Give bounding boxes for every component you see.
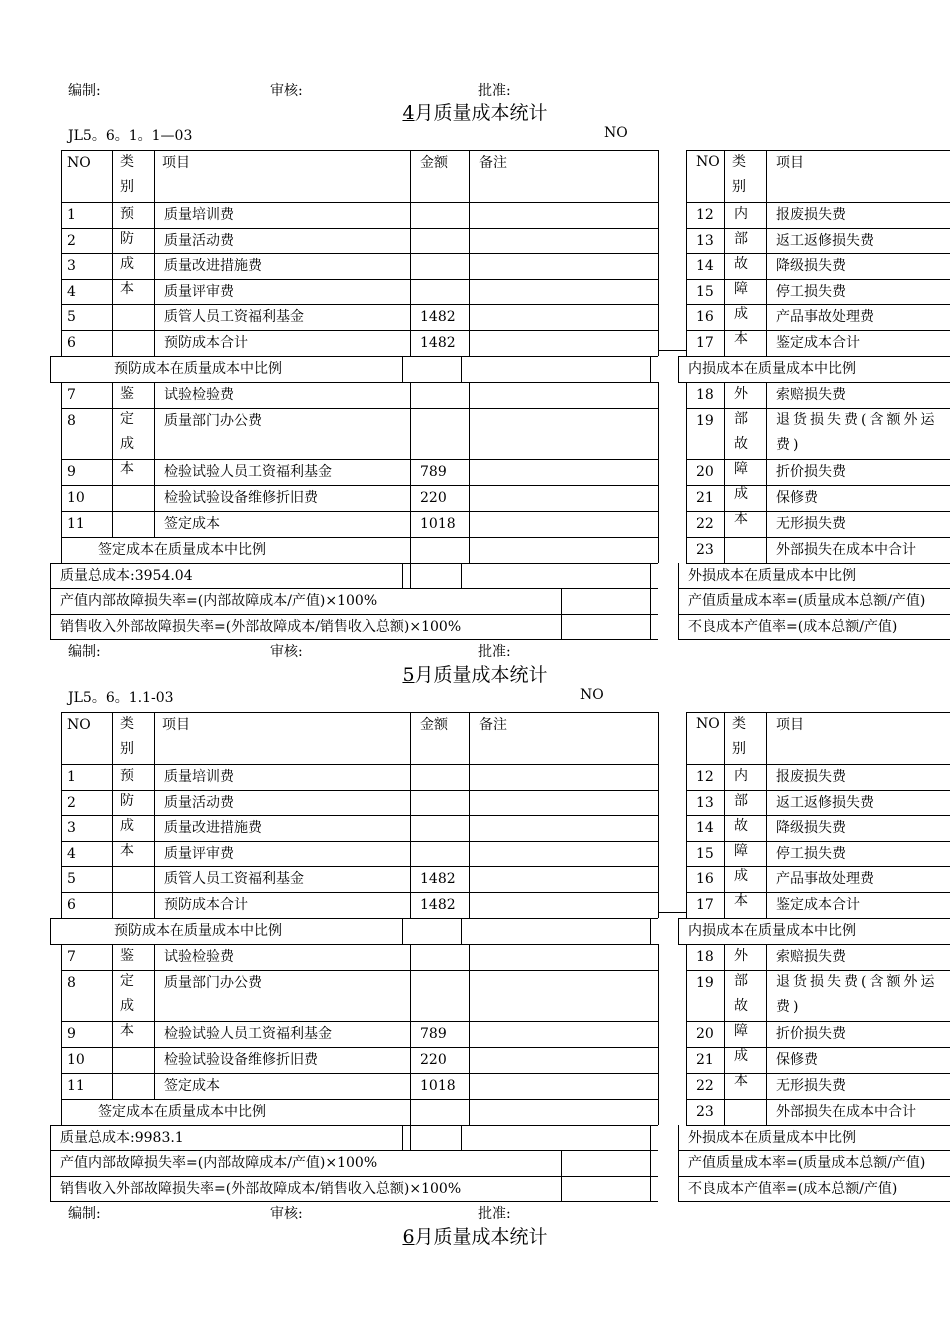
row-no: 1 — [67, 207, 76, 223]
reviewer-label: 审核: — [270, 644, 303, 660]
editor-label: 编制: — [68, 644, 101, 660]
right-row-item: 降级损失费 — [776, 258, 846, 275]
table-rule — [686, 712, 950, 713]
row-item: 质量改进措施费 — [164, 258, 262, 275]
right-row-item: 索赔损失费 — [776, 386, 846, 403]
row-item: 检验试验设备维修折旧费 — [164, 1051, 318, 1068]
row-item: 质量培训费 — [164, 769, 234, 785]
approver-label: 批准: — [478, 644, 511, 660]
title-suffix: 月质量成本统计 — [414, 1226, 548, 1248]
table-rule — [154, 944, 155, 1099]
row-amount: 1018 — [420, 1077, 456, 1094]
row-no: 5 — [67, 871, 76, 888]
header-remark: 备注 — [479, 717, 507, 733]
right-row-no: 14 — [696, 820, 714, 837]
category-prevent: 预防成本 — [120, 768, 134, 859]
table-rule — [112, 712, 113, 918]
table-rule — [686, 712, 687, 918]
right-row-no: 16 — [696, 871, 714, 888]
table-rule — [61, 764, 658, 765]
right-row-item: 索赔损失费 — [776, 948, 846, 965]
editor-label: 编制: — [68, 1206, 101, 1222]
header-category: 类别 — [120, 154, 134, 195]
right-row-item: 报废损失费 — [776, 769, 846, 785]
category-appraise: 鉴定成本 — [120, 385, 134, 477]
right-row-no: 13 — [696, 232, 714, 249]
row-item: 质量活动费 — [164, 794, 234, 811]
form-no-label: NO — [580, 687, 604, 703]
table-rule — [154, 150, 155, 356]
row-no: 7 — [67, 948, 76, 965]
table-rule — [410, 382, 411, 589]
right-row-no: 17 — [696, 335, 714, 351]
row-no: 6 — [67, 897, 76, 913]
right-row-item: 产品事故处理费 — [776, 871, 874, 888]
right-row-no: 18 — [696, 948, 714, 965]
prevent-ratio-label: 预防成本在质量成本中比例 — [114, 922, 282, 939]
table-rule — [686, 1047, 950, 1048]
table-rule — [724, 712, 725, 918]
external-loss-rate: 销售收入外部故障损失率=(外部故障成本/销售收入总额)×100% — [60, 1180, 462, 1197]
right-row-no: 23 — [696, 1103, 714, 1120]
row-no: 4 — [67, 845, 76, 862]
table-rule — [469, 712, 470, 918]
row-item: 预防成本合计 — [164, 897, 248, 913]
row-amount: 1482 — [420, 309, 456, 326]
row-no: 9 — [67, 1025, 76, 1042]
right-row-item: 报废损失费 — [776, 207, 846, 223]
right-row-item: 返工返修损失费 — [776, 794, 874, 811]
right-row-item: 保修费 — [776, 489, 818, 506]
defect-output-rate: 不良成本产值率=(成本总额/产值) — [688, 618, 898, 635]
row-no: 8 — [67, 974, 76, 991]
header-amount: 金额 — [420, 717, 448, 733]
table-rule — [461, 918, 462, 944]
right-row-no: 18 — [696, 386, 714, 403]
row-item: 试验检验费 — [164, 386, 234, 403]
approver-label: 批准: — [478, 83, 511, 99]
header-category: 类别 — [120, 716, 134, 757]
table-rule — [678, 918, 679, 944]
table-rule — [61, 712, 62, 918]
table-rule — [686, 150, 687, 356]
header-right-item: 项目 — [776, 155, 804, 171]
sheet-title — [0, 660, 950, 687]
right-row-item: 外部损失在成本中合计 — [776, 541, 916, 558]
table-rule — [678, 356, 679, 382]
right-row-item: 降级损失费 — [776, 820, 846, 837]
row-amount: 1018 — [420, 515, 456, 532]
table-rule — [410, 150, 411, 356]
month-number: 5 — [402, 664, 415, 686]
header-no: NO — [67, 155, 91, 171]
defect-output-rate: 不良成本产值率=(成本总额/产值) — [688, 1180, 898, 1197]
row-no: 6 — [67, 335, 76, 351]
category-external: 外部故障成本 — [734, 385, 748, 527]
right-row-item: 折价损失费 — [776, 463, 846, 480]
row-no: 3 — [67, 820, 76, 837]
table-rule — [658, 944, 659, 1125]
table-rule — [61, 150, 658, 151]
table-rule — [469, 944, 470, 1099]
right-row-item: 无形损失费 — [776, 515, 846, 532]
row-no: 5 — [67, 309, 76, 326]
right-row-item: 退货损失费(含额外运费) — [776, 973, 938, 1015]
table-rule — [686, 485, 950, 486]
right-row-no: 22 — [696, 1077, 714, 1094]
table-rule — [469, 382, 470, 537]
table-rule — [650, 356, 651, 382]
row-no: 2 — [67, 232, 76, 249]
header-no: NO — [67, 717, 91, 733]
header-item: 项目 — [162, 717, 190, 733]
right-row-no: 21 — [696, 489, 714, 506]
right-row-item: 停工损失费 — [776, 283, 846, 300]
category-prevent: 预防成本 — [120, 206, 134, 297]
table-rule — [461, 1125, 462, 1151]
table-rule — [686, 150, 950, 151]
row-amount: 1482 — [420, 871, 456, 888]
row-item: 质管人员工资福利基金 — [164, 309, 304, 326]
table-rule — [50, 918, 51, 944]
appraise-ratio-label: 签定成本在质量成本中比例 — [98, 1103, 266, 1120]
external-ratio-label: 外损成本在质量成本中比例 — [688, 1129, 856, 1146]
table-rule — [766, 150, 767, 356]
row-no: 8 — [67, 412, 76, 429]
table-rule — [658, 912, 686, 913]
title-suffix: 月质量成本统计 — [414, 102, 548, 124]
total-cost: 质量总成本:9983.1 — [60, 1129, 184, 1146]
header-item: 项目 — [162, 155, 190, 171]
external-loss-rate: 销售收入外部故障损失率=(外部故障成本/销售收入总额)×100% — [60, 618, 462, 635]
table-rule — [61, 712, 658, 713]
table-rule — [678, 1125, 679, 1202]
form-no-label: NO — [604, 125, 628, 141]
header-remark: 备注 — [479, 155, 507, 171]
right-row-item: 无形损失费 — [776, 1077, 846, 1094]
row-item: 试验检验费 — [164, 948, 234, 965]
right-row-item: 退货损失费(含额外运费) — [776, 411, 938, 453]
header-right-category: 类别 — [732, 716, 746, 757]
sheet-title — [0, 1222, 950, 1249]
table-rule — [50, 944, 658, 945]
header-amount: 金额 — [420, 155, 448, 171]
reviewer-label: 审核: — [270, 1206, 303, 1222]
table-rule — [61, 944, 62, 1125]
row-item: 质量部门办公费 — [164, 974, 262, 991]
output-quality-rate: 产值质量成本率=(质量成本总额/产值) — [688, 1155, 926, 1172]
table-rule — [112, 150, 113, 356]
right-row-no: 20 — [696, 463, 714, 480]
table-rule — [50, 1125, 51, 1202]
right-row-no: 22 — [696, 515, 714, 532]
table-rule — [461, 563, 462, 589]
table-rule — [561, 1150, 562, 1201]
row-amount: 1482 — [420, 335, 456, 351]
table-rule — [658, 350, 686, 351]
title-suffix: 月质量成本统计 — [414, 664, 548, 686]
table-rule — [50, 382, 658, 383]
table-rule — [650, 1125, 651, 1202]
table-rule — [61, 382, 62, 563]
editor-label: 编制: — [68, 83, 101, 99]
table-rule — [50, 563, 51, 640]
header-right-no: NO — [696, 716, 720, 732]
table-rule — [469, 537, 470, 563]
row-no: 11 — [67, 1077, 85, 1094]
row-item: 检验试验人员工资福利基金 — [164, 1025, 332, 1042]
row-item: 质管人员工资福利基金 — [164, 871, 304, 888]
external-ratio-label: 外损成本在质量成本中比例 — [688, 567, 856, 584]
row-item: 质量评审费 — [164, 283, 234, 300]
table-rule — [686, 350, 687, 356]
table-rule — [402, 563, 403, 589]
table-rule — [61, 150, 62, 356]
row-amount: 789 — [420, 1025, 447, 1042]
right-row-item: 鉴定成本合计 — [776, 897, 860, 913]
row-no: 2 — [67, 794, 76, 811]
right-row-no: 13 — [696, 794, 714, 811]
table-rule — [61, 202, 658, 203]
table-rule — [658, 150, 659, 356]
approver-label: 批准: — [478, 1206, 511, 1222]
right-row-no: 23 — [696, 541, 714, 558]
row-no: 10 — [67, 1051, 85, 1068]
right-row-no: 21 — [696, 1051, 714, 1068]
table-rule — [686, 382, 687, 563]
table-rule — [650, 918, 651, 944]
row-amount: 789 — [420, 463, 447, 480]
right-row-item: 产品事故处理费 — [776, 309, 874, 326]
row-no: 7 — [67, 386, 76, 403]
table-rule — [686, 912, 687, 918]
row-item: 检验试验设备维修折旧费 — [164, 489, 318, 506]
header-right-no: NO — [696, 154, 720, 170]
row-no: 1 — [67, 769, 76, 785]
right-row-no: 14 — [696, 258, 714, 275]
row-item: 质量评审费 — [164, 845, 234, 862]
table-rule — [766, 382, 767, 563]
category-internal: 内部故障成本 — [734, 206, 748, 347]
right-row-no: 17 — [696, 897, 714, 913]
appraise-ratio-label: 签定成本在质量成本中比例 — [98, 541, 266, 558]
internal-ratio-label: 内损成本在质量成本中比例 — [688, 922, 856, 939]
row-amount: 220 — [420, 1051, 447, 1068]
row-amount: 220 — [420, 489, 447, 506]
right-row-no: 16 — [696, 309, 714, 326]
right-row-item: 折价损失费 — [776, 1025, 846, 1042]
month-number: 4 — [402, 102, 415, 124]
table-rule — [724, 150, 725, 356]
table-rule — [724, 944, 725, 1125]
right-row-no: 15 — [696, 283, 714, 300]
sheet-title — [0, 98, 950, 125]
row-no: 4 — [67, 283, 76, 300]
row-item: 预防成本合计 — [164, 335, 248, 351]
table-rule — [112, 944, 113, 1099]
table-rule — [154, 382, 155, 537]
table-rule — [410, 944, 411, 1151]
table-rule — [658, 712, 659, 918]
row-item: 质量培训费 — [164, 207, 234, 223]
total-cost: 质量总成本:3954.04 — [60, 567, 193, 584]
right-row-no: 15 — [696, 845, 714, 862]
row-no: 3 — [67, 258, 76, 275]
header-right-category: 类别 — [732, 154, 746, 195]
table-rule — [469, 1099, 470, 1125]
right-row-item: 鉴定成本合计 — [776, 335, 860, 351]
table-rule — [766, 712, 767, 918]
reviewer-label: 审核: — [270, 83, 303, 99]
right-row-no: 19 — [696, 412, 714, 429]
row-item: 质量部门办公费 — [164, 412, 262, 429]
table-rule — [50, 356, 51, 382]
internal-loss-rate: 产值内部故障损失率=(内部故障成本/产值)×100% — [60, 593, 378, 610]
row-item: 质量改进措施费 — [164, 820, 262, 837]
table-rule — [112, 382, 113, 537]
row-item: 签定成本 — [164, 515, 220, 532]
header-right-item: 项目 — [776, 717, 804, 733]
internal-ratio-label: 内损成本在质量成本中比例 — [688, 360, 856, 377]
form-code: JL5。6。1.1-03 — [68, 690, 174, 706]
month-number: 6 — [402, 1226, 415, 1248]
row-item: 检验试验人员工资福利基金 — [164, 463, 332, 480]
row-no: 9 — [67, 463, 76, 480]
table-rule — [658, 382, 659, 563]
table-rule — [766, 944, 767, 1125]
right-row-no: 19 — [696, 974, 714, 991]
table-rule — [402, 1125, 403, 1151]
right-row-item: 返工返修损失费 — [776, 232, 874, 249]
right-row-item: 外部损失在成本中合计 — [776, 1103, 916, 1120]
form-code: JL5。6。1。1—03 — [68, 128, 193, 144]
table-rule — [402, 356, 403, 382]
table-rule — [724, 382, 725, 563]
row-no: 10 — [67, 489, 85, 506]
row-amount: 1482 — [420, 897, 456, 913]
output-quality-rate: 产值质量成本率=(质量成本总额/产值) — [688, 593, 926, 610]
table-rule — [410, 712, 411, 918]
right-row-no: 12 — [696, 207, 714, 223]
row-no: 11 — [67, 515, 85, 532]
category-external: 外部故障成本 — [734, 947, 748, 1089]
table-rule — [154, 712, 155, 918]
category-internal: 内部故障成本 — [734, 768, 748, 909]
table-rule — [561, 588, 562, 639]
row-item: 签定成本 — [164, 1077, 220, 1094]
table-rule — [650, 563, 651, 640]
table-rule — [686, 944, 687, 1125]
row-item: 质量活动费 — [164, 232, 234, 249]
right-row-no: 20 — [696, 1025, 714, 1042]
table-rule — [461, 356, 462, 382]
table-rule — [402, 918, 403, 944]
prevent-ratio-label: 预防成本在质量成本中比例 — [114, 360, 282, 377]
right-row-item: 停工损失费 — [776, 845, 846, 862]
table-rule — [678, 563, 679, 640]
right-row-no: 12 — [696, 769, 714, 785]
internal-loss-rate: 产值内部故障损失率=(内部故障成本/产值)×100% — [60, 1155, 378, 1172]
category-appraise: 鉴定成本 — [120, 947, 134, 1039]
table-rule — [469, 150, 470, 356]
right-row-item: 保修费 — [776, 1051, 818, 1068]
